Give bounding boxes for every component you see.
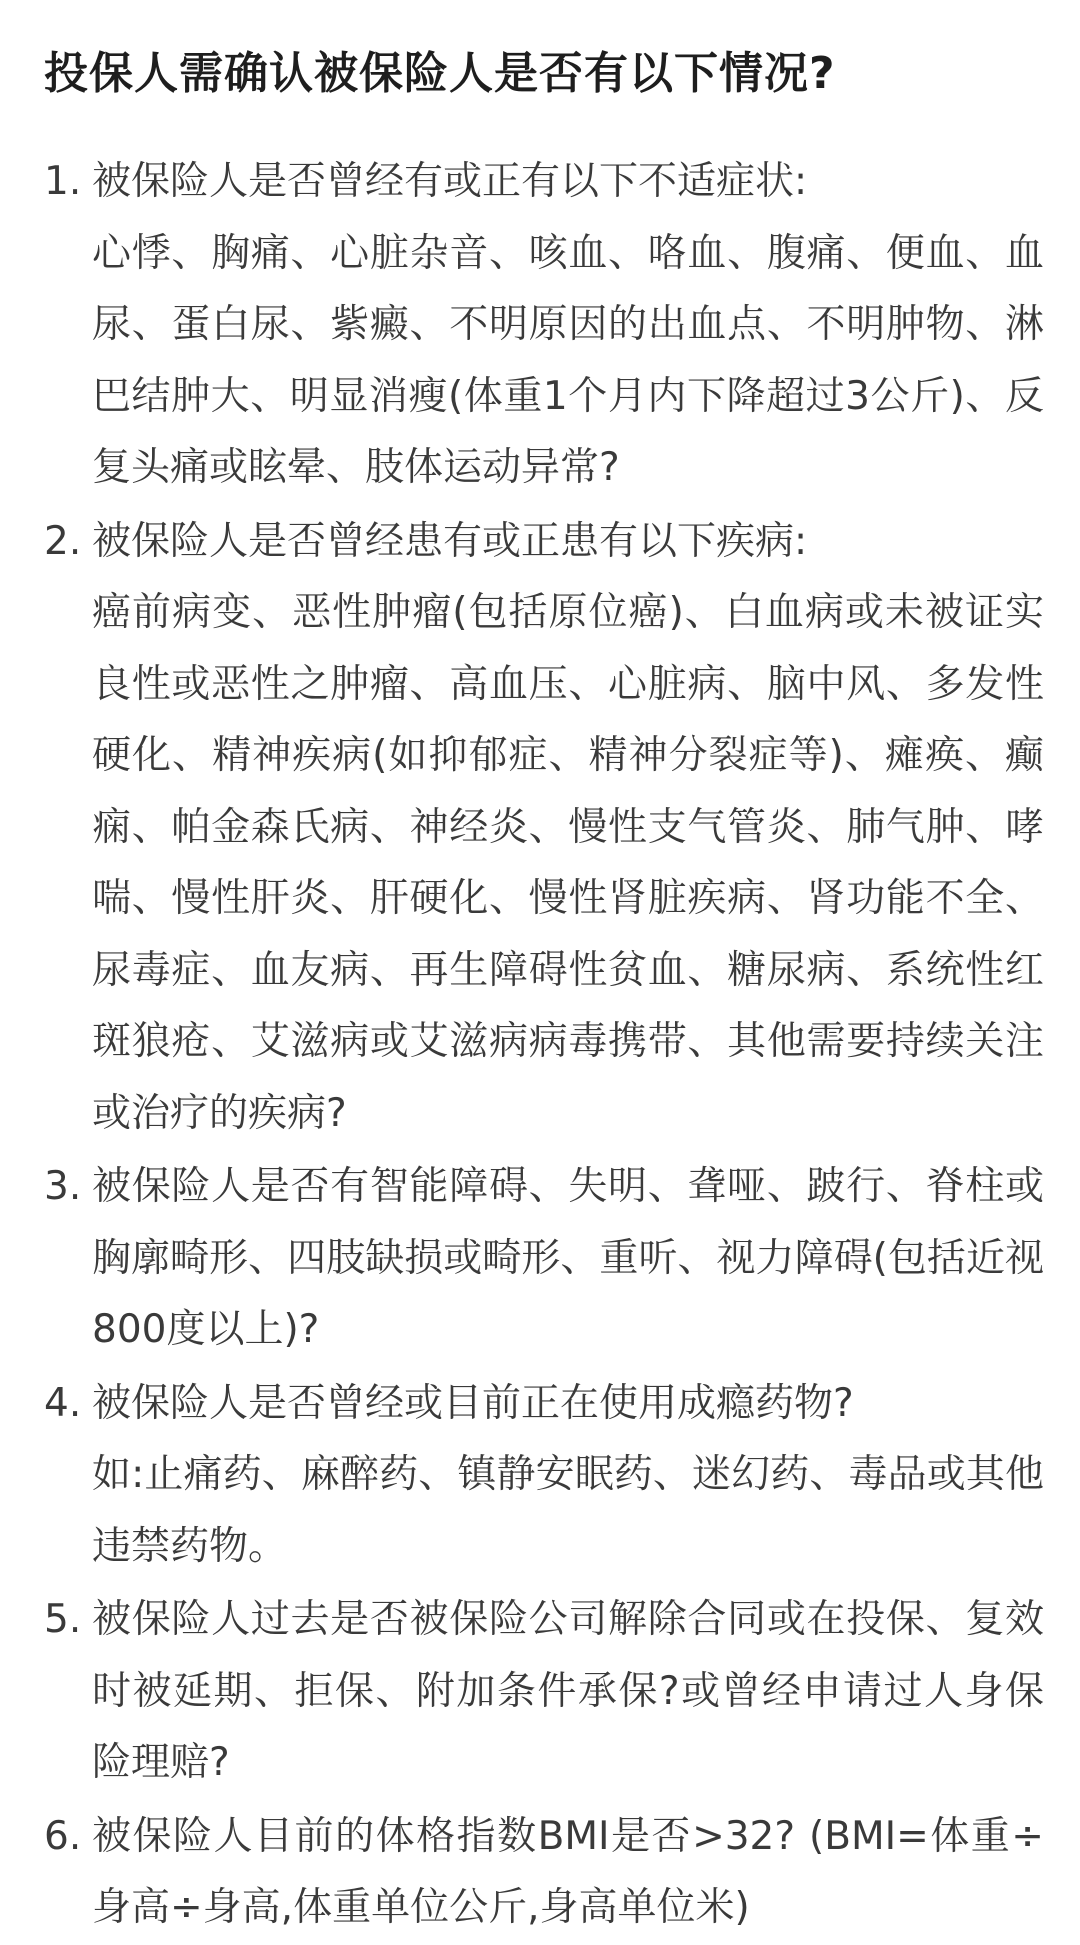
question-item-1 [44, 146, 1044, 504]
question-number: 1. [44, 159, 82, 204]
question-lead: 被保险人是否曾经或目前正在使用成瘾药物? [92, 1380, 854, 1426]
question-item-5 [44, 1584, 1044, 1799]
page-title: 投保人需确认被保险人是否有以下情况? [44, 48, 836, 99]
question-item-2 [44, 506, 1044, 1150]
question-body [92, 1584, 1044, 1799]
question-item-6 [44, 1801, 1044, 1944]
question-number: 5. [44, 1597, 82, 1642]
question-body [92, 146, 1044, 504]
question-lead: 被保险人是否曾经患有或正患有以下疾病: [92, 518, 808, 564]
question-body [92, 1801, 1044, 1944]
question-detail: 癌前病变、恶性肿瘤(包括原位癌)、白血病或未被证实良性或恶性之肿瘤、高血压、心脏病、脑中风、多发性硬化、精神疾病(如抑郁症、精神分裂症等)、瘫痪、癫痫、帕金森氏病、神经炎、慢性支气管炎、肺气肿、哮喘、慢性肝炎、肝硬化、慢性肾脏疾病、肾功能不全、尿毒症、血友病、再生障碍性贫血、糖尿病、系统性红斑狼疮、艾滋病或艾滋病病毒携带、其他需要持续关注或治疗的疾病? [92, 590, 1044, 1136]
question-number: 2. [44, 518, 82, 564]
question-item-4 [44, 1368, 1044, 1583]
question-lead: 被保险人是否有智能障碍、失明、聋哑、跛行、脊柱或胸廓畸形、四肢缺损或畸形、重听、视力障碍(包括近视800度以上)? [92, 1164, 1044, 1352]
question-number: 4. [44, 1380, 82, 1426]
question-lead: 被保险人过去是否被保险公司解除合同或在投保、复效时被延期、拒保、附加条件承保?或曾经申请过人身保险理赔? [92, 1597, 1044, 1785]
question-body [92, 506, 1044, 1150]
question-lead: 被保险人是否曾经有或正有以下不适症状: [92, 159, 808, 204]
question-lead: 被保险人目前的体格指数BMI是否>32? (BMI=体重÷身高÷身高,体重单位公斤,身高单位米) [92, 1813, 1044, 1930]
question-list [44, 146, 1044, 1944]
question-number: 6. [44, 1813, 82, 1859]
question-body [92, 1151, 1044, 1366]
question-body [92, 1368, 1044, 1583]
question-number: 3. [44, 1164, 82, 1209]
question-detail: 心悸、胸痛、心脏杂音、咳血、咯血、腹痛、便血、血尿、蛋白尿、紫癜、不明原因的出血点、不明肿物、淋巴结肿大、明显消瘦(体重1个月内下降超过3公斤)、反复头痛或眩晕、肢体运动异常? [92, 230, 1044, 490]
question-detail: 如:止痛药、麻醉药、镇静安眠药、迷幻药、毒品或其他违禁药物。 [92, 1452, 1044, 1569]
question-item-3 [44, 1151, 1044, 1366]
